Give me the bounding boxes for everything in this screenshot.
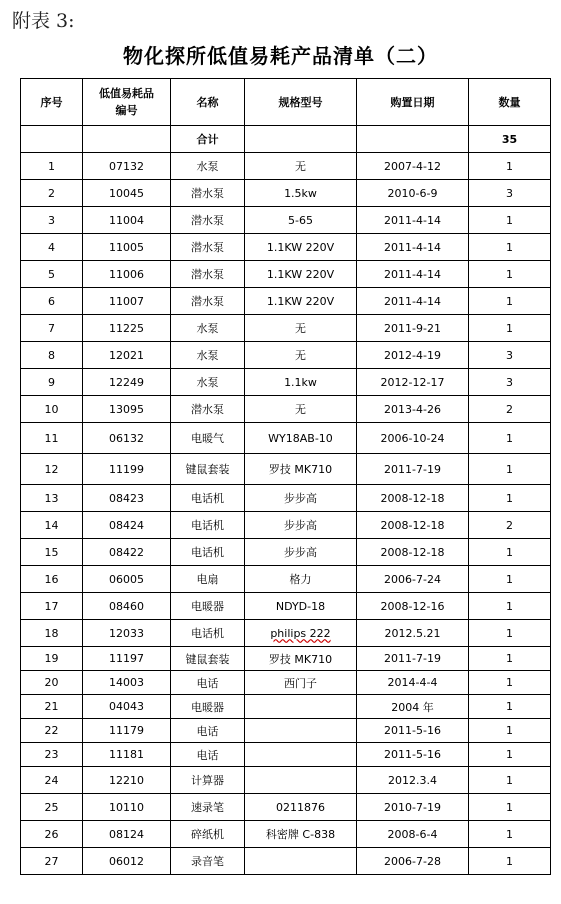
total-cell-empty [245, 126, 357, 153]
table-row [21, 794, 551, 821]
table-row [21, 234, 551, 261]
cell-qty: 1 [469, 767, 551, 794]
cell-date: 2006-7-24 [357, 566, 469, 593]
cell-code: 12021 [83, 342, 171, 369]
cell-seq: 10 [21, 396, 83, 423]
cell-spec: 1.1KW 220V [245, 288, 357, 315]
cell-code: 10045 [83, 180, 171, 207]
cell-spec: 步步高 [245, 539, 357, 566]
cell-date: 2012-4-19 [357, 342, 469, 369]
cell-seq: 21 [21, 695, 83, 719]
table-row [21, 454, 551, 485]
cell-seq: 9 [21, 369, 83, 396]
cell-code: 06012 [83, 848, 171, 875]
cell-date: 2011-4-14 [357, 288, 469, 315]
cell-code: 11004 [83, 207, 171, 234]
cell-name: 潜水泵 [171, 261, 245, 288]
cell-qty: 1 [469, 794, 551, 821]
table-row [21, 369, 551, 396]
cell-qty: 1 [469, 485, 551, 512]
cell-qty: 3 [469, 369, 551, 396]
cell-qty: 1 [469, 234, 551, 261]
table-row [21, 261, 551, 288]
cell-date: 2006-10-24 [357, 423, 469, 454]
inventory-table [20, 78, 551, 875]
cell-name: 水泵 [171, 342, 245, 369]
column-header-qty: 数量 [469, 79, 551, 126]
cell-date: 2011-5-16 [357, 743, 469, 767]
cell-qty: 1 [469, 821, 551, 848]
cell-name: 计算器 [171, 767, 245, 794]
cell-seq: 17 [21, 593, 83, 620]
cell-date: 2007-4-12 [357, 153, 469, 180]
cell-qty: 1 [469, 743, 551, 767]
column-header-code-line2: 编号 [115, 104, 138, 117]
cell-seq: 2 [21, 180, 83, 207]
table-row [21, 647, 551, 671]
cell-qty: 1 [469, 288, 551, 315]
cell-qty: 1 [469, 620, 551, 647]
table-row [21, 153, 551, 180]
cell-spec: 罗技 MK710 [245, 454, 357, 485]
cell-name: 电暖器 [171, 695, 245, 719]
column-header-code-line1: 低值易耗品 [99, 87, 154, 100]
table-row [21, 671, 551, 695]
table-row [21, 593, 551, 620]
cell-seq: 19 [21, 647, 83, 671]
cell-seq: 15 [21, 539, 83, 566]
cell-name: 录音笔 [171, 848, 245, 875]
cell-spec: 步步高 [245, 512, 357, 539]
cell-date: 2006-7-28 [357, 848, 469, 875]
cell-date: 2010-7-19 [357, 794, 469, 821]
column-header-date: 购置日期 [357, 79, 469, 126]
cell-name: 电暖气 [171, 423, 245, 454]
cell-seq: 26 [21, 821, 83, 848]
cell-spec: 步步高 [245, 485, 357, 512]
cell-spec [245, 695, 357, 719]
cell-seq: 6 [21, 288, 83, 315]
total-cell-empty [21, 126, 83, 153]
table-header [21, 79, 551, 126]
cell-date: 2012.3.4 [357, 767, 469, 794]
cell-date: 2014-4-4 [357, 671, 469, 695]
cell-name: 水泵 [171, 369, 245, 396]
cell-seq: 3 [21, 207, 83, 234]
column-header-code [83, 79, 171, 126]
cell-name: 电话机 [171, 512, 245, 539]
document-title: 物化探所低值易耗产品清单（二） [123, 44, 438, 68]
cell-seq: 25 [21, 794, 83, 821]
cell-spec: 1.1kw [245, 369, 357, 396]
cell-spec: 5-65 [245, 207, 357, 234]
cell-spec: 无 [245, 315, 357, 342]
cell-code: 11181 [83, 743, 171, 767]
cell-qty: 1 [469, 848, 551, 875]
cell-date: 2004 年 [357, 695, 469, 719]
cell-name: 电暖器 [171, 593, 245, 620]
cell-qty: 1 [469, 647, 551, 671]
cell-date: 2008-6-4 [357, 821, 469, 848]
cell-spec: 无 [245, 153, 357, 180]
cell-spec: 格力 [245, 566, 357, 593]
cell-spec [245, 848, 357, 875]
cell-spec: WY18AB-10 [245, 423, 357, 454]
cell-seq: 14 [21, 512, 83, 539]
cell-seq: 1 [21, 153, 83, 180]
cell-spec [245, 767, 357, 794]
cell-spec: 西门子 [245, 671, 357, 695]
table-row [21, 396, 551, 423]
total-cell-empty [83, 126, 171, 153]
cell-qty: 1 [469, 695, 551, 719]
cell-date: 2012-12-17 [357, 369, 469, 396]
cell-date: 2011-5-16 [357, 719, 469, 743]
cell-spec: 罗技 MK710 [245, 647, 357, 671]
table-row [21, 485, 551, 512]
table-row [21, 767, 551, 794]
cell-name: 电扇 [171, 566, 245, 593]
cell-date: 2008-12-18 [357, 485, 469, 512]
cell-seq: 11 [21, 423, 83, 454]
cell-date: 2011-4-14 [357, 261, 469, 288]
cell-qty: 3 [469, 342, 551, 369]
column-header-spec: 规格型号 [245, 79, 357, 126]
cell-name: 电话 [171, 743, 245, 767]
cell-seq: 5 [21, 261, 83, 288]
cell-spec: 0211876 [245, 794, 357, 821]
table-row [21, 315, 551, 342]
cell-name: 潜水泵 [171, 288, 245, 315]
total-qty: 35 [469, 126, 551, 153]
total-row [21, 126, 551, 153]
cell-code: 10110 [83, 794, 171, 821]
table-row [21, 423, 551, 454]
cell-name: 键鼠套装 [171, 647, 245, 671]
table-row [21, 288, 551, 315]
cell-spec: 无 [245, 342, 357, 369]
cell-spec: NDYD-18 [245, 593, 357, 620]
table-row [21, 342, 551, 369]
cell-name: 键鼠套装 [171, 454, 245, 485]
cell-date: 2012.5.21 [357, 620, 469, 647]
cell-date: 2011-7-19 [357, 647, 469, 671]
cell-spec: 科密牌 C-838 [245, 821, 357, 848]
cell-spec: 1.1KW 220V [245, 261, 357, 288]
cell-seq: 7 [21, 315, 83, 342]
cell-name: 电话机 [171, 539, 245, 566]
cell-date: 2010-6-9 [357, 180, 469, 207]
cell-code: 12210 [83, 767, 171, 794]
table-row [21, 821, 551, 848]
table-row [21, 566, 551, 593]
cell-code: 12249 [83, 369, 171, 396]
column-header-seq: 序号 [21, 79, 83, 126]
cell-qty: 1 [469, 719, 551, 743]
cell-qty: 3 [469, 180, 551, 207]
cell-date: 2011-7-19 [357, 454, 469, 485]
cell-name: 速录笔 [171, 794, 245, 821]
cell-seq: 13 [21, 485, 83, 512]
cell-code: 11179 [83, 719, 171, 743]
cell-code: 04043 [83, 695, 171, 719]
cell-code: 08422 [83, 539, 171, 566]
cell-code: 13095 [83, 396, 171, 423]
cell-seq: 27 [21, 848, 83, 875]
cell-name: 水泵 [171, 153, 245, 180]
cell-code: 11006 [83, 261, 171, 288]
cell-code: 08460 [83, 593, 171, 620]
cell-seq: 18 [21, 620, 83, 647]
cell-seq: 16 [21, 566, 83, 593]
cell-date: 2011-4-14 [357, 234, 469, 261]
table-row [21, 743, 551, 767]
cell-seq: 23 [21, 743, 83, 767]
cell-date: 2008-12-18 [357, 512, 469, 539]
cell-seq: 4 [21, 234, 83, 261]
table-row [21, 719, 551, 743]
table-row [21, 207, 551, 234]
cell-code: 14003 [83, 671, 171, 695]
cell-spec: 1.1KW 220V [245, 234, 357, 261]
cell-name: 电话机 [171, 485, 245, 512]
cell-qty: 1 [469, 207, 551, 234]
cell-code: 11197 [83, 647, 171, 671]
total-cell-empty [357, 126, 469, 153]
cell-code: 08423 [83, 485, 171, 512]
cell-qty: 1 [469, 423, 551, 454]
cell-date: 2013-4-26 [357, 396, 469, 423]
cell-code: 07132 [83, 153, 171, 180]
column-header-name: 名称 [171, 79, 245, 126]
cell-code: 11225 [83, 315, 171, 342]
cell-code: 08424 [83, 512, 171, 539]
cell-qty: 1 [469, 566, 551, 593]
table-body [21, 126, 551, 875]
table-row [21, 180, 551, 207]
cell-code: 08124 [83, 821, 171, 848]
cell-seq: 24 [21, 767, 83, 794]
cell-date: 2011-9-21 [357, 315, 469, 342]
cell-name: 潜水泵 [171, 234, 245, 261]
total-label: 合计 [171, 126, 245, 153]
table-row [21, 539, 551, 566]
table-row [21, 512, 551, 539]
cell-code: 11199 [83, 454, 171, 485]
cell-name: 碎纸机 [171, 821, 245, 848]
cell-seq: 8 [21, 342, 83, 369]
cell-seq: 20 [21, 671, 83, 695]
cell-name: 潜水泵 [171, 180, 245, 207]
cell-code: 12033 [83, 620, 171, 647]
cell-date: 2008-12-16 [357, 593, 469, 620]
cell-spec [245, 719, 357, 743]
cell-seq: 22 [21, 719, 83, 743]
cell-qty: 1 [469, 454, 551, 485]
cell-spec: 无 [245, 396, 357, 423]
table-row [21, 848, 551, 875]
cell-qty: 1 [469, 539, 551, 566]
cell-code: 06132 [83, 423, 171, 454]
cell-name: 潜水泵 [171, 207, 245, 234]
cell-name: 电话机 [171, 620, 245, 647]
cell-code: 11007 [83, 288, 171, 315]
cell-qty: 1 [469, 153, 551, 180]
cell-qty: 1 [469, 671, 551, 695]
cell-name: 电话 [171, 719, 245, 743]
cell-code: 06005 [83, 566, 171, 593]
table-row [21, 620, 551, 647]
cell-qty: 1 [469, 315, 551, 342]
cell-code: 11005 [83, 234, 171, 261]
cell-name: 电话 [171, 671, 245, 695]
cell-qty: 2 [469, 396, 551, 423]
cell-qty: 1 [469, 593, 551, 620]
cell-date: 2008-12-18 [357, 539, 469, 566]
cell-qty: 2 [469, 512, 551, 539]
cell-date: 2011-4-14 [357, 207, 469, 234]
appendix-label: 附表 3: [12, 10, 75, 32]
cell-qty: 1 [469, 261, 551, 288]
cell-name: 潜水泵 [171, 396, 245, 423]
cell-spec: philips 222 [245, 620, 357, 647]
cell-spec: 1.5kw [245, 180, 357, 207]
cell-seq: 12 [21, 454, 83, 485]
cell-spec [245, 743, 357, 767]
cell-name: 水泵 [171, 315, 245, 342]
table-row [21, 695, 551, 719]
